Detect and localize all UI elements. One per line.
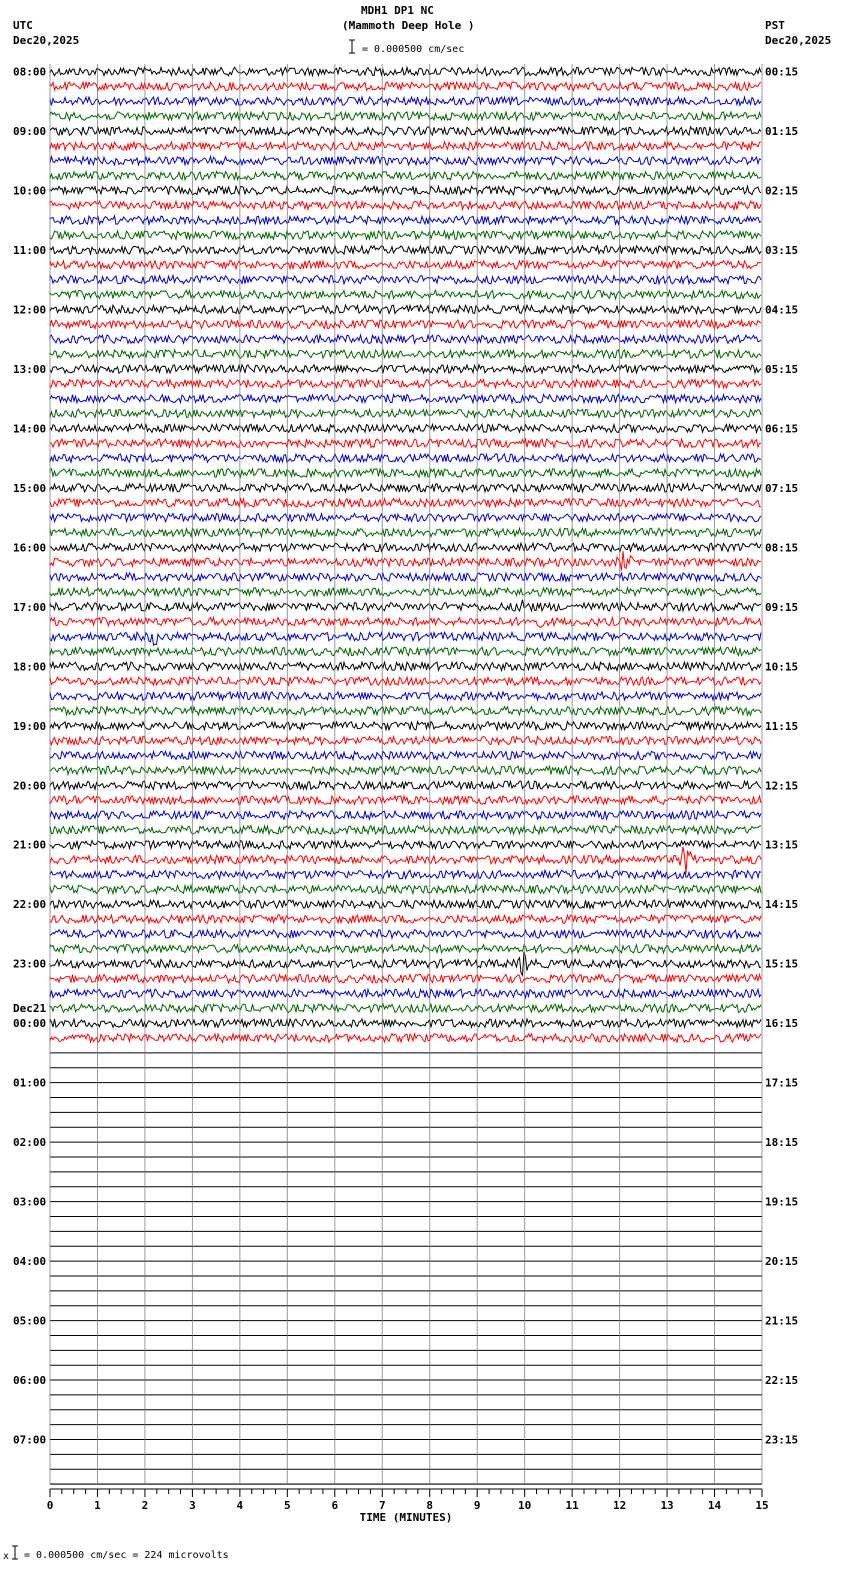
trace-series — [50, 662, 761, 670]
utc-hour-label: 16:00 — [13, 541, 47, 555]
trace-series — [50, 751, 761, 759]
trace-series — [50, 142, 761, 150]
utc-hour-label: 05:00 — [13, 1314, 47, 1328]
utc-hour-label: 09:00 — [13, 124, 47, 138]
utc-hour-label: 08:00 — [13, 65, 47, 79]
trace-series — [50, 484, 761, 492]
trace-series — [50, 677, 761, 685]
trace-series — [50, 811, 761, 819]
trace-series — [50, 952, 761, 976]
x-tick-label: 13 — [660, 1499, 674, 1512]
trace-series — [50, 127, 761, 135]
station-title: MDH1 DP1 NC — [361, 4, 434, 17]
pst-hour-label: 00:15 — [765, 65, 799, 79]
trace-series — [50, 454, 761, 462]
x-tick-label: 11 — [565, 1499, 579, 1512]
pst-hour-label: 19:15 — [765, 1195, 799, 1209]
location-title: (Mammoth Deep Hole ) — [342, 19, 475, 32]
utc-hour-label: 02:00 — [13, 1136, 47, 1150]
trace-series — [50, 826, 761, 834]
utc-hour-label: 10:00 — [13, 184, 47, 198]
utc-hour-label: 18:00 — [13, 660, 47, 674]
pst-hour-label: 12:15 — [765, 779, 799, 793]
trace-series — [50, 766, 761, 774]
trace-series — [50, 528, 761, 536]
trace-series — [50, 618, 761, 628]
pst-hour-label: 23:15 — [765, 1433, 799, 1447]
x-tick-label: 4 — [236, 1499, 244, 1512]
trace-series — [50, 781, 761, 789]
utc-hour-label: 11:00 — [13, 243, 47, 257]
x-axis-title: TIME (MINUTES) — [359, 1511, 453, 1524]
utc-hour-label: 01:00 — [13, 1076, 47, 1090]
trace-series — [50, 499, 761, 507]
utc-hour-label: 15:00 — [13, 481, 47, 495]
trace-series — [50, 67, 761, 75]
trace-series — [50, 171, 761, 179]
x-tick-label: 0 — [46, 1499, 54, 1512]
utc-hour-label: 12:00 — [13, 303, 47, 317]
trace-series — [50, 588, 761, 596]
trace-series — [50, 647, 761, 655]
trace-series — [50, 201, 761, 209]
x-tick-label: 3 — [189, 1499, 196, 1512]
trace-series — [50, 469, 761, 477]
trace-series — [50, 974, 761, 982]
x-tick-label: 9 — [473, 1499, 481, 1512]
trace-series — [50, 394, 761, 402]
pst-hour-label: 11:15 — [765, 719, 799, 733]
trace-series — [50, 847, 761, 874]
x-tick-label: 10 — [518, 1499, 532, 1512]
pst-hour-label: 03:15 — [765, 243, 799, 257]
trace-series — [50, 82, 761, 90]
utc-hour-label: 17:00 — [13, 600, 47, 614]
pst-hour-label: 18:15 — [765, 1136, 799, 1150]
utc-hour-label: 07:00 — [13, 1433, 47, 1447]
utc-hour-label: 20:00 — [13, 779, 47, 793]
trace-series — [50, 1004, 761, 1012]
x-tick-label: 12 — [612, 1499, 627, 1512]
right-timezone: PST — [765, 19, 785, 32]
trace-series — [50, 885, 761, 893]
trace-series — [50, 305, 761, 313]
trace-series — [50, 216, 761, 224]
trace-series — [50, 600, 761, 611]
trace-series — [50, 246, 761, 254]
trace-series — [50, 915, 761, 923]
x-tick-label: 7 — [378, 1499, 386, 1512]
pst-hour-label: 13:15 — [765, 838, 799, 852]
pst-hour-label: 04:15 — [765, 303, 799, 317]
utc-hour-label: 23:00 — [13, 957, 47, 971]
trace-series — [50, 231, 761, 239]
trace-series — [50, 380, 761, 388]
trace-series — [50, 261, 761, 269]
utc-hour-label: 21:00 — [13, 838, 47, 852]
x-tick-label: 5 — [284, 1499, 291, 1512]
trace-series — [50, 737, 761, 745]
trace-series — [50, 543, 761, 551]
x-tick-label: 2 — [141, 1499, 149, 1512]
pst-hour-label: 02:15 — [765, 184, 799, 198]
trace-series — [50, 870, 761, 878]
utc-hour-label: 19:00 — [13, 719, 47, 733]
x-tick-label: 1 — [94, 1499, 101, 1512]
trace-series — [50, 186, 761, 194]
trace-series — [50, 320, 761, 328]
x-tick-label: 8 — [426, 1499, 434, 1512]
utc-hour-label: 00:00 — [13, 1017, 47, 1031]
pst-hour-label: 06:15 — [765, 422, 799, 436]
trace-series — [50, 365, 761, 373]
trace-series — [50, 439, 761, 447]
pst-hour-label: 08:15 — [765, 541, 799, 555]
utc-hour-label: 22:00 — [13, 898, 47, 912]
utc-hour-label: 13:00 — [13, 362, 47, 376]
trace-series — [50, 796, 761, 804]
left-date: Dec20,2025 — [13, 34, 80, 47]
x-tick-label: 6 — [331, 1499, 339, 1512]
pst-hour-label: 17:15 — [765, 1076, 799, 1090]
trace-series — [50, 350, 761, 358]
pst-hour-label: 22:15 — [765, 1374, 799, 1388]
right-date: Dec20,2025 — [765, 34, 832, 47]
scale-label: = 0.000500 cm/sec — [362, 44, 465, 55]
footer-scale-note: = 0.000500 cm/sec = 224 microvolts — [24, 1550, 229, 1561]
trace-series — [50, 841, 761, 849]
trace-series — [50, 632, 761, 645]
date-change-label: Dec21 — [13, 1002, 47, 1016]
pst-hour-label: 01:15 — [765, 124, 799, 138]
trace-series — [50, 1019, 761, 1027]
pst-hour-label: 20:15 — [765, 1255, 799, 1269]
trace-series — [50, 157, 761, 165]
trace-series — [50, 424, 761, 432]
x-tick-label: 14 — [707, 1499, 722, 1512]
trace-series — [50, 573, 761, 581]
utc-hour-label: 14:00 — [13, 422, 47, 436]
trace-series — [50, 930, 761, 938]
pst-hour-label: 10:15 — [765, 660, 799, 674]
trace-series — [50, 112, 761, 120]
utc-hour-label: 04:00 — [13, 1255, 47, 1269]
left-timezone: UTC — [13, 19, 33, 32]
pst-hour-label: 16:15 — [765, 1017, 799, 1031]
pst-hour-label: 14:15 — [765, 898, 799, 912]
utc-hour-label: 03:00 — [13, 1195, 47, 1209]
trace-series — [50, 513, 761, 521]
trace-series — [50, 551, 761, 570]
trace-series — [50, 335, 761, 343]
trace-series — [50, 1034, 761, 1042]
pst-hour-label: 05:15 — [765, 362, 799, 376]
trace-series — [50, 97, 761, 105]
trace-series — [50, 692, 761, 700]
trace-series — [50, 900, 761, 908]
trace-series — [50, 409, 761, 417]
trace-series — [50, 722, 761, 730]
trace-series — [50, 989, 761, 997]
pst-hour-label: 21:15 — [765, 1314, 799, 1328]
trace-series — [50, 707, 761, 715]
pst-hour-label: 09:15 — [765, 600, 799, 614]
pst-hour-label: 07:15 — [765, 481, 799, 495]
trace-series — [50, 276, 761, 284]
utc-hour-label: 06:00 — [13, 1374, 47, 1388]
trace-series — [50, 945, 761, 953]
trace-series — [50, 290, 761, 298]
pst-hour-label: 15:15 — [765, 957, 799, 971]
footer-marker: x — [3, 1551, 10, 1562]
x-tick-label: 15 — [755, 1499, 769, 1512]
